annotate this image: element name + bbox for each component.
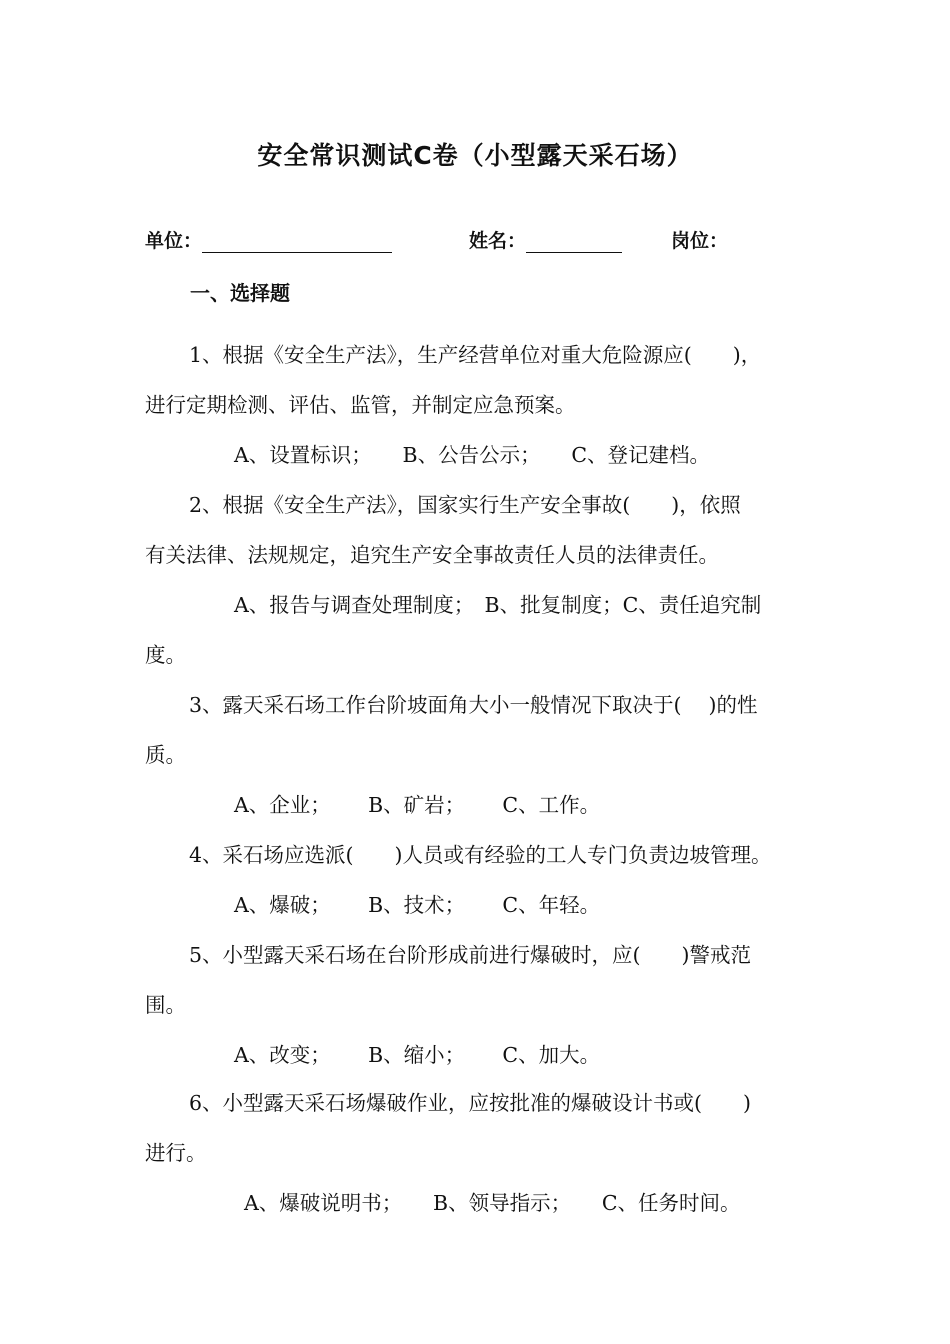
question-2-options-line-1: A、报告与调查处理制度； B、批复制度；C、责任追究制 [234,593,762,617]
question-1-options: A、设置标识； B、公告公示； C、登记建档。 [234,443,711,467]
post-field [671,226,728,253]
question-5-options: A、改变； B、缩小； C、加大。 [234,1043,601,1067]
question-1-line-2: 进行定期检测、评估、监管，并制定应急预案。 [145,393,576,417]
question-2-line-1: 2、根据《安全生产法》，国家实行生产安全事故( )，依照 [189,493,741,517]
question-3-line-1: 3、露天采石场工作台阶坡面角大小一般情况下取决于( )的性 [189,693,758,717]
question-4-options: A、爆破； B、技术； C、年轻。 [234,893,601,917]
name-blank [526,232,622,253]
info-row [145,226,845,254]
question-6-line-2: 进行。 [145,1141,207,1165]
question-6-line-1: 6、小型露天采石场爆破作业，应按批准的爆破设计书或( ) [189,1091,752,1115]
question-5-line-1: 5、小型露天采石场在台阶形成前进行爆破时，应( )警戒范 [189,943,752,967]
name-field [469,226,622,253]
page-title: 安全常识测试C卷（小型露天采石场） [257,141,693,170]
question-3-options: A、企业； B、矿岩； C、工作。 [234,793,601,817]
question-6-options: A、爆破说明书； B、领导指示； C、任务时间。 [244,1191,741,1215]
unit-field [145,226,392,253]
question-1-line-1: 1、根据《安全生产法》，生产经营单位对重大危险源应( )， [189,343,762,367]
question-5-line-2: 围。 [145,993,186,1017]
question-3-line-2: 质。 [145,743,186,767]
unit-blank [202,232,392,253]
question-4-line-1: 4、采石场应选派( )人员或有经验的工人专门负责边坡管理。 [189,843,772,867]
question-2-line-2: 有关法律、法规规定，追究生产安全事故责任人员的法律责任。 [145,543,719,567]
name-label: 姓名： [469,230,527,252]
section-title: 一、选择题 [190,281,290,305]
post-label: 岗位： [671,230,729,252]
unit-label: 单位： [145,230,203,252]
question-2-options-line-2: 度。 [145,643,186,667]
